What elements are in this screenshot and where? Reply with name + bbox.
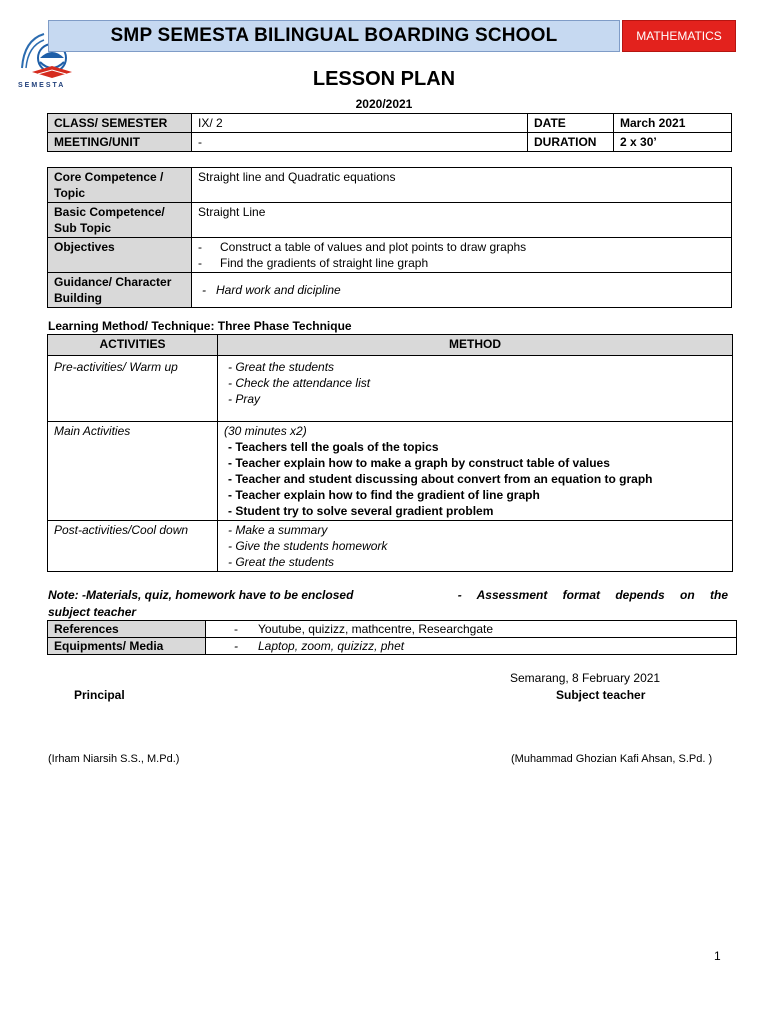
references-value: - Youtube, quizizz, mathcentre, Researchgate <box>206 621 737 638</box>
table-row <box>48 422 733 521</box>
references-label: References <box>48 621 206 638</box>
table-row <box>48 638 737 655</box>
duration-label: DURATION <box>528 133 614 152</box>
table-row <box>48 621 737 638</box>
table-row <box>48 521 733 572</box>
principal-label: Principal <box>74 688 125 702</box>
list-item: - Make a summary <box>228 523 328 537</box>
list-item: - Teachers tell the goals of the topics <box>228 440 439 454</box>
table-row <box>48 133 732 152</box>
basic-competence-label <box>48 203 192 238</box>
competence-table <box>47 167 732 308</box>
core-label-line-1: Core Competence / <box>54 170 164 184</box>
table-header-row <box>48 335 733 356</box>
list-item: - Teacher explain how to make a graph by construct table of values <box>228 456 610 470</box>
method-section-title: Learning Method/ Technique: Three Phase Technique <box>48 319 352 333</box>
equipment-label: Equipments/ Media <box>48 638 206 655</box>
note <box>48 587 728 621</box>
basic-label-line-1: Basic Competence/ <box>54 205 165 219</box>
pre-activities-label: Pre-activities/ Warm up <box>48 356 218 422</box>
equipment-value: - Laptop, zoom, quizizz, phet <box>206 638 737 655</box>
objectives-value <box>192 238 732 273</box>
duration-value: 2 x 30’ <box>614 133 732 152</box>
pre-activities-method <box>218 356 733 422</box>
class-label: CLASS/ SEMESTER <box>48 114 192 133</box>
list-item: - Teacher and student discussing about convert from an equation to graph <box>228 472 653 486</box>
basic-label-line-2: Sub Topic <box>54 221 112 235</box>
core-label-line-2: Topic <box>54 186 86 200</box>
core-competence-value: Straight line and Quadratic equations <box>192 168 732 203</box>
guidance-label-line-2: Building <box>54 291 102 305</box>
main-activities-method <box>218 422 733 521</box>
note-part-1: Note: -Materials, quiz, homework have to be enclosed <box>48 588 354 602</box>
list-item: - Great the students <box>228 360 335 374</box>
teacher-name: (Muhammad Ghozian Kafi Ahsan, S.Pd. ) <box>511 753 713 765</box>
header-banner <box>48 20 620 52</box>
teacher-label: Subject teacher <box>556 688 646 702</box>
note-part-2: - Assessment format depends on the <box>457 588 728 602</box>
objective-item: - Find the gradients of straight line graph <box>198 256 429 270</box>
list-item: - Pray <box>228 392 261 406</box>
date-label: DATE <box>528 114 614 133</box>
objectives-label: Objectives <box>48 238 192 273</box>
activities-column-header: ACTIVITIES <box>48 335 218 356</box>
core-competence-label <box>48 168 192 203</box>
meeting-value: - <box>192 133 528 152</box>
guidance-value: - Hard work and dicipline <box>192 273 732 308</box>
objective-item: - Construct a table of values and plot points to draw graphs <box>198 240 527 254</box>
table-row <box>48 114 732 133</box>
principal-name: (Irham Niarsih S.S., M.Pd.) <box>48 753 180 765</box>
activities-table <box>47 334 733 572</box>
logo-text: SEMESTA <box>18 82 66 89</box>
table-row <box>48 356 733 422</box>
list-item: - Give the students homework <box>228 539 388 553</box>
place-date: Semarang, 8 February 2021 <box>510 671 661 685</box>
page-title: LESSON PLAN <box>312 68 456 90</box>
list-item: - Teacher explain how to find the gradient of line graph <box>228 488 540 502</box>
main-activities-label: Main Activities <box>48 422 218 521</box>
guidance-label <box>48 273 192 308</box>
school-name: SMP SEMESTA BILINGUAL BOARDING SCHOOL <box>110 25 558 46</box>
subject-badge: MATHEMATICS <box>622 20 736 52</box>
basic-competence-value: Straight Line <box>192 203 732 238</box>
class-value: IX/ 2 <box>192 114 528 133</box>
main-intro: (30 minutes x2) <box>224 424 307 438</box>
table-row <box>48 273 732 308</box>
academic-year: 2020/2021 <box>355 97 413 111</box>
method-column-header: METHOD <box>218 335 733 356</box>
table-row <box>48 168 732 203</box>
meeting-label: MEETING/UNIT <box>48 133 192 152</box>
list-item: - Check the attendance list <box>228 376 371 390</box>
guidance-label-line-1: Guidance/ Character <box>54 275 172 289</box>
table-row <box>48 238 732 273</box>
list-item: - Student try to solve several gradient problem <box>228 504 494 518</box>
post-activities-label: Post-activities/Cool down <box>48 521 218 572</box>
post-activities-method <box>218 521 733 572</box>
list-item: - Great the students <box>228 555 335 569</box>
table-row <box>48 203 732 238</box>
resources-table <box>47 620 737 655</box>
date-value: March 2021 <box>614 114 732 133</box>
class-info-table <box>47 113 732 152</box>
page-number: 1 <box>714 949 721 963</box>
note-part-3: subject teacher <box>48 605 137 619</box>
